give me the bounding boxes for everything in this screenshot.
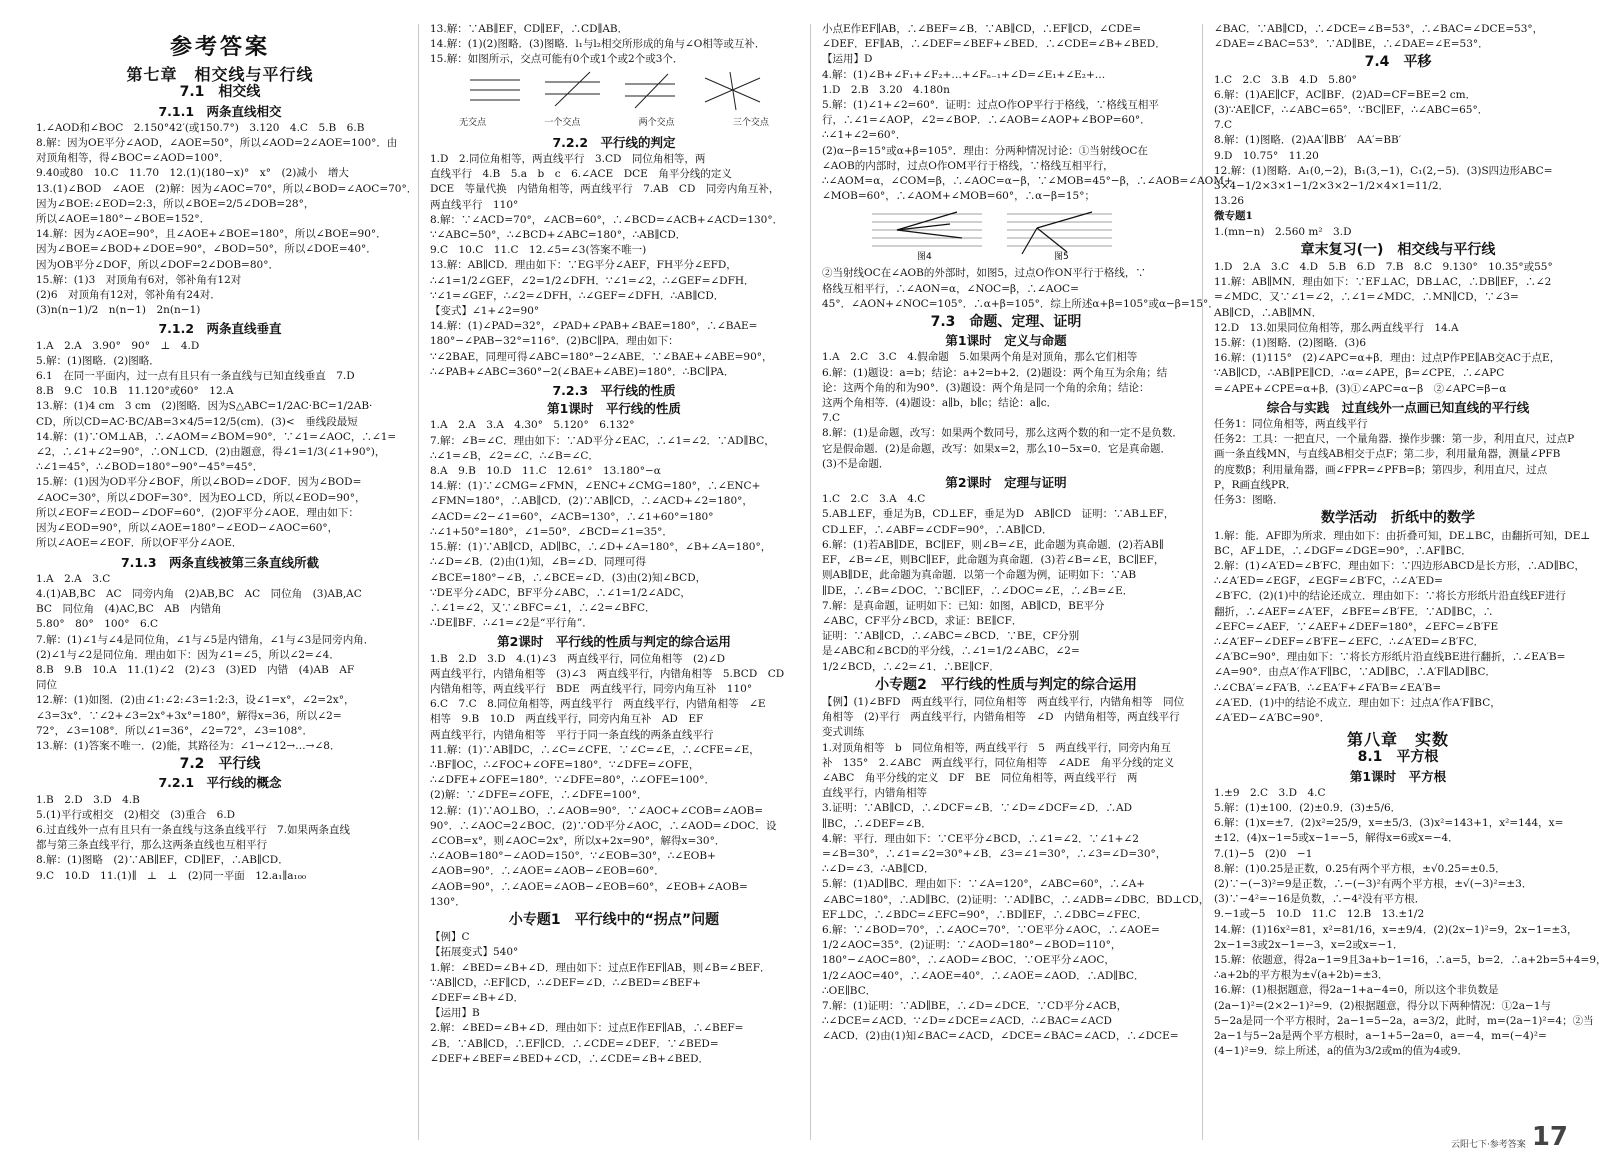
answer-list — [1214, 260, 1582, 397]
column-1 — [36, 22, 418, 1142]
lesson-heading: 第1课时 定义与命题 — [945, 333, 1067, 349]
answer-line: 8.解：(1)图略 (2)∵AB∥EF，CD∥EF，∴AB∥CD． — [36, 854, 289, 867]
answer-line: ∠2，∴∠1+∠2=90°，∴ON⊥CD．(2)由题意，得∠1=1/3(∠1+90°)， — [36, 446, 386, 459]
answer-line: 【运用】D — [822, 53, 873, 66]
chapter-heading: 第七章 相交线与平行线 — [126, 65, 314, 85]
answer-line: 5.解：(1)±100．(2)±0.9．(3)±5/6． — [1214, 801, 1402, 814]
answer-line: 1.对顶角相等 b 同位角相等，两直线平行 5 两直线平行，同旁内角互 — [822, 741, 1171, 754]
column-2 — [430, 22, 798, 1142]
answer-line: ∠EFC=∠AEF．∵∠AEF+∠DEF=180°，∠EFC=∠B′FE — [1214, 620, 1499, 633]
answer-line: (3)n(n−1)/2 n(n−1) 2n(n−1) — [36, 304, 201, 317]
answer-line: ∠AOC=30°，所以∠DOF=30°．因为EO⊥CD，所以∠EOD=90°， — [36, 491, 366, 504]
answer-line: (2)α−β=15°或α+β=105°．理由：分两种情况讨论：①当射线OC在 — [822, 144, 1148, 157]
answer-line: 7.解：∠B=∠C．理由如下：∵AD平分∠EAC，∴∠1=∠2．∵AD∥BC， — [430, 434, 775, 447]
answer-line: ∠ABC，CF平分∠BCD，求证：BE∥CF． — [822, 614, 1023, 627]
subsection-heading: 7.2.2 平行线的判定 — [552, 134, 676, 150]
answer-line: ∠DEF．EF∥AB，∴∠DEF=∠BEF+∠BED．∴∠CDE=∠B+∠BED． — [822, 38, 1166, 51]
answer-line: 8.A 9.B 10.D 11.C 12.61° 13.180°−α — [430, 465, 661, 478]
page-title: 参考答案 — [169, 35, 270, 60]
figure-caption: 一个交点 — [544, 117, 581, 128]
subsection-heading: 7.2.1 平行线的概念 — [158, 775, 282, 791]
answer-line: 都与第三条直线平行，那么这两条直线也互相平行 — [36, 839, 267, 852]
answer-list — [1214, 73, 1582, 210]
answer-line: 是∠ABC和∠BCD的平分线，∴∠1=1/2∠ABC，∠2= — [822, 645, 1080, 658]
answer-line: 1.解：能．AF即为所求．理由如下：由折叠可知，DE⊥BC，由翻折可知，DE⊥ — [1214, 529, 1591, 542]
answer-line: 14.解：(1)(2)图略．(3)图略．l₁与l₂相交所形成的角与∠O相等或互补． — [430, 38, 766, 51]
answer-line: ∴DE∥BF．∴∠1=∠2是“平行角”． — [430, 617, 593, 630]
answer-line: 5.AB⊥EF，垂足为B，CD⊥EF，垂足为D AB∥CD 证明：∵AB⊥EF， — [822, 508, 1175, 521]
answer-line: 则AB∥DE，此命题为真命题．以第一个命题为例，证明如下：∵AB — [822, 569, 1137, 582]
answer-line: ∴∠PAB+∠ABC=360°−2(∠BAE+∠ABE)=180°．∴BC∥PA． — [430, 365, 735, 378]
answer-line: 180°−∠AOC=80°，∴∠AOD=∠BOC．∵OE平分∠AOC， — [822, 954, 1115, 967]
answer-line: 变式训练 — [822, 726, 864, 739]
answer-line: 90°．∴∠AOC=2∠BOC．(2)∵OD平分∠AOC，∴∠AOD=∠DOC．设 — [430, 819, 777, 832]
answer-line: ∴∠1=∠B，∠2=∠C．∴∠B=∠C． — [430, 449, 599, 462]
answer-line: ∴a+2b的平方根为±√(a+2b)=±3． — [1214, 969, 1389, 982]
answer-line: 16.解：(1)根据题意，得2a−1+a−4=0，所以这个非负数是 — [1214, 984, 1499, 997]
answer-line: (2)∠1与∠2是同位角．理由如下：因为∠1=∠5，所以∠2=∠4． — [36, 648, 340, 661]
practice-heading: 综合与实践 过直线外一点画已知直线的平行线 — [1266, 399, 1530, 415]
answer-line: 行，∴∠1=∠AOP，∠2=∠BOP．∴∠AOB=∠AOP+∠BOP=60°． — [822, 114, 1151, 127]
answer-line: 4.解：平行．理由如下：∵CE平分∠BCD，∴∠1=∠2．∵∠1+∠2 — [822, 832, 1139, 845]
answer-line: ∠DAE=∠BAC=53°．∵AD∥BE，∴∠DAE=∠E=53°． — [1214, 38, 1489, 51]
answer-line: 15.解：(1)3 对顶角有6对，邻补角有12对 — [36, 273, 242, 286]
figure-captions — [430, 116, 798, 131]
answer-line: ∴∠DCE=∠ACD．∵∠D=∠DCE=∠ACD．∴∠BAC=∠ACD — [822, 1015, 1112, 1028]
answer-line: 1.A 2.A 3.C — [36, 572, 111, 585]
answer-line: ∴∠DFE+∠OFE=180°．∵∠DFE=80°，∴∠OFE=100°． — [430, 774, 715, 787]
answer-line: ②当射线OC在∠AOB的外部时，如图5，过点O作ON平行于格线，∵ — [822, 267, 1146, 280]
answer-line: BC 同位角 (4)AC,BC AB 内错角 — [36, 603, 222, 616]
answer-line: 8.解：∵∠ACD=70°，∠ACB=60°，∴∠BCD=∠ACB+∠ACD=130°． — [430, 213, 784, 226]
answer-line: (3)∵AE∥CF，∴∠ABC=65°．∵BC∥EF，∴∠ABC=65°． — [1214, 104, 1489, 117]
answer-line: 翻折，∴∠AEF=∠A′EF，∠BFE=∠B′FE．∵AD∥BC，∴ — [1214, 605, 1494, 618]
answer-line: 1.D 2.A 3.C 4.D 5.B 6.D 7.B 8.C 9.130° 10.35°或55° — [1214, 261, 1553, 274]
answer-line: 13.解：(1)答案不唯一．(2)能，其路径为：∠1→∠12→…→∠8． — [36, 739, 341, 752]
answer-line: 两直线平行，内错角相等 (3)∠3 两直线平行，内错角相等 5.BCD CD — [430, 667, 785, 680]
answer-line: 5.(1)平行或相交 (2)相交 (3)重合 6.D — [36, 808, 236, 821]
answer-line: 因为OB平分∠DOF，所以∠DOF=2∠DOB=80°． — [36, 258, 279, 271]
answer-line: 【例】(1)∠BFD 两直线平行，同位角相等 两直线平行，内错角相等 同位 — [822, 695, 1185, 708]
answer-line: ∠A′ED．(1)中的结论不成立．理由如下：过点A′作A′F∥BC， — [1214, 696, 1501, 709]
subsection-heading: 7.1.1 两条直线相交 — [158, 103, 282, 119]
answer-line: AB∥CD，∴AB∥MN． — [1214, 306, 1323, 319]
answer-line: 13.解：∵AB∥EF，CD∥EF，∴CD∥AB． — [430, 23, 629, 35]
figure-label: 图5 — [1054, 252, 1069, 263]
answer-line: ∴∠A′EF−∠DEF=∠B′FE−∠EFC．∴∠A′ED=∠B′FC． — [1214, 635, 1485, 648]
special-topic-heading: 小专题1 平行线中的“拐点”问题 — [508, 911, 720, 928]
answer-line: 任务2：工具：一把直尺，一个量角器．操作步骤：第一步，利用直尺，过点P — [1214, 433, 1575, 446]
answer-line: ∵∠2BAE，同理可得∠ABC=180°−2∠ABE．∵∠BAE+∠ABE=90°， — [430, 350, 773, 363]
section-heading: 7.2 平行线 — [179, 756, 261, 773]
answer-line: ∠BAC．∵AB∥CD，∴∠DCE=∠B=53°，∴∠BAC=∠DCE=53°， — [1214, 23, 1544, 35]
answer-line: EF，∠B=∠E，则BC∥EF，此命题为真命题．(3)若∠B=∠E，BC∥EF， — [822, 554, 1165, 567]
answer-line: 14.解：(1)∵∠CMG=∠FMN，∠ENC+∠CMG=180°，∴∠ENC+ — [430, 480, 761, 493]
answer-line: 1/2∠AOC=35°．(2)证明：∵∠AOD=180°−∠BOD=110°， — [822, 939, 1122, 952]
answer-line: 6.解：∵∠BOD=70°，∴∠AOC=70°．∵OE平分∠AOC，∴∠AOE= — [822, 923, 1160, 936]
answer-line: ∠ABC=180°，∴AD∥BC．(2)证明：∵AD∥BC，∴∠ADB=∠DBC．BD⊥CD， — [822, 893, 1210, 906]
answer-list — [430, 418, 798, 631]
answer-line: 9.−1或−5 10.D 11.C 12.B 13.±1/2 — [1214, 908, 1425, 921]
answer-list — [1214, 786, 1607, 1060]
answer-line: (3)不是命题． — [822, 457, 890, 470]
answer-line: 8.B 9.B 10.A 11.(1)∠2 (2)∠3 (3)ED 内错 (4)AB AF — [36, 663, 355, 676]
answer-line: ∥BC，∴∠DEF=∠B． — [822, 817, 932, 830]
answer-line: 13.解：(1)4 cm 3 cm (2)图略．因为S△ABC=1/2AC·BC=1/2AB· — [36, 400, 373, 413]
answer-line: ∠ACD．(2)由(1)知∠BAC=∠ACD，∠DCE=∠BAC=∠ACD，∴∠DCE= — [822, 1030, 1179, 1043]
answer-line: 180°−∠PAB−32°=116°．(2)BC∥PA．理由如下： — [430, 335, 679, 348]
answer-line: ∠COB=x°，则∠AOC=2x°，所以x+2x=90°，解得x=30°． — [430, 834, 726, 847]
answer-line: 内错角相等，两直线平行 BDE 两直线平行，同旁内角互补 110° — [430, 682, 753, 695]
answer-line: 补 135° 2.∠ABC 两直线平行，同位角相等 ∠ADE 角平分线的定义 — [822, 756, 1175, 769]
answer-line: 【例】C — [430, 931, 470, 944]
answer-line: ∴BF∥OC，∴∠FOC+∠OFE=180°．∵∠DFE=∠OFE， — [430, 758, 700, 771]
answer-line: 11.解：(1)∵AB∥DC，∴∠C=∠CFE．∵∠C=∠E，∴∠CFE=∠E， — [430, 743, 760, 756]
answer-list — [1214, 225, 1582, 240]
answer-line: 7.(1)−5 (2)0 −1 — [1214, 847, 1313, 860]
answer-list — [36, 572, 404, 754]
lesson-heading: 第2课时 定理与证明 — [945, 475, 1067, 491]
answer-line: ∴∠AOB=180°−∠AOD=150°．∵∠EOB=30°，∴∠EOB+ — [430, 850, 716, 863]
column-divider — [418, 24, 419, 1140]
section-heading: 7.4 平移 — [1364, 54, 1432, 71]
answer-line: ∴∠CBA′=∠FA′B．∴∠EA′F+∠FA′B=∠EA′B= — [1214, 681, 1442, 694]
figure-caption: 三个交点 — [732, 117, 769, 128]
answer-line: 3.证明：∵AB∥CD，∴∠DCF=∠B．∵∠D=∠DCF=∠D．∴AD — [822, 802, 1133, 815]
answer-line: 7.解：(1)∠1与∠4是同位角，∠1与∠5是内错角，∠1与∠3是同旁内角． — [36, 633, 375, 646]
answer-line: 4.(1)AB,BC AC 同旁内角 (2)AB,BC AC 同位角 (3)AB,AC — [36, 587, 362, 600]
answer-list — [822, 492, 1190, 674]
answer-line: 1.D 2.B 3.20 4.180n — [822, 83, 950, 96]
answer-line: 任务3：图略． — [1214, 494, 1284, 507]
answer-line: ∴∠1+50°=180°，∠1=50°．∠BCD=∠1=35°． — [430, 525, 673, 538]
answer-line: ∵∠ABC=50°，∴∠BCD+∠ABC=180°，∴AB∥CD． — [430, 229, 687, 242]
answer-list — [36, 793, 404, 884]
answer-line: 【拓展变式】540° — [430, 946, 519, 959]
answer-line: 6.过直线外一点有且只有一条直线与这条直线平行 7.如果两条直线 — [36, 823, 351, 836]
subsection-heading: 7.2.3 平行线的性质 — [552, 383, 676, 399]
answer-line: 的度数β；利用量角器，画∠FPR=∠PFB=β；第四步，利用直尺，过点 — [1214, 463, 1548, 476]
lesson-heading: 第1课时 平行线的性质 — [547, 401, 681, 417]
subsection-heading: 7.1.3 两条直线被第三条直线所截 — [120, 554, 320, 570]
answer-line: 直线平行 4.B 5.a b c 6.∠ACE DCE 角平分线的定义 — [430, 168, 732, 181]
answer-list — [1214, 529, 1591, 727]
answer-line: =∠MDC．又∵∠1=∠2，∴∠1=∠MDC．∴MN∥CD，∵∠3= — [1214, 291, 1519, 304]
answer-line: 两直线平行 110° — [430, 198, 519, 211]
answer-line: 因为∠BOE:∠EOD=2:3，所以∠BOE=2/5∠DOB=28°， — [36, 197, 315, 210]
answer-line: ∠A′ED−∠A′BC=90°． — [1214, 711, 1331, 724]
answer-line: 8.解：(1)是命题，改写：如果两个数同号，那么这两个数的和一定不是负数． — [822, 427, 1183, 440]
answer-line: EF⊥DC，∴∠BDC=∠EFC=90°，∴BD∥EF，∴∠DBC=∠FEC． — [822, 908, 1148, 921]
answer-line: 12.解：(1)如图．(2)由∠1:∠2:∠3=1:2:3，设∠1=x°，∠2=2x°， — [36, 694, 355, 707]
answer-line: 1.B 2.D 3.D 4.B — [36, 793, 140, 806]
answer-line: 15.解：(1)∵AB∥CD，AD∥BC，∴∠D+∠A=180°，∠B+∠A=180°， — [430, 541, 772, 554]
answer-line: ∠A=90°．由点A′作A′F∥BC，∵AD∥BC，∴A′F∥AD∥BC． — [1214, 666, 1496, 679]
answer-line: 1.±9 2.C 3.D 4.C — [1214, 786, 1326, 799]
answer-line: 13.26 — [1214, 195, 1245, 208]
answer-line: ∠ACD=∠2−∠1=60°，∠ACB=130°，∴∠1+60°=180° — [430, 510, 714, 523]
footer-text: 云阳七下·参考答案 — [1450, 1140, 1526, 1150]
answer-line: ∠B′FC．(2)(1)中的结论还成立．理由如下：∵将长方形纸片沿直线EF进行 — [1214, 590, 1566, 603]
answer-line: ∴∠1=45°，∴∠BOD=180°−90°−45°=45°． — [36, 461, 264, 474]
answer-line: 8.解：(1)0.25是正数，0.25有两个平方根，±√0.25=±0.5． — [1214, 862, 1506, 875]
answer-list — [430, 152, 798, 380]
answer-line: 【运用】B — [430, 1007, 480, 1020]
answer-line: 11.解：AB∥MN．理由如下：∵EF⊥AC，DB⊥AC，∴DB∥EF，∴∠2 — [1214, 276, 1552, 289]
subsection-heading: 7.1.2 两条直线垂直 — [158, 321, 282, 337]
section-heading: 7.3 命题、定理、证明 — [930, 314, 1082, 331]
answer-list — [430, 22, 798, 68]
page-number: 17 — [1531, 1122, 1568, 1152]
answer-line: 所以∠EOF=∠EOD−∠DOF=60°．(2)OF平分∠AOE．理由如下： — [36, 506, 359, 519]
answer-line: 同位 — [36, 679, 57, 692]
figure-label: 图4 — [917, 252, 932, 263]
answer-line: 12.解：(1)∵AO⊥BO，∴∠AOB=90°．∵∠AOC+∠COB=∠AOB= — [430, 804, 764, 817]
page-footer — [1451, 1124, 1568, 1150]
answer-line: 14.解：因为∠AOE=90°，且∠AOE+∠BOE=180°，所以∠BOE=90°． — [36, 228, 387, 241]
lesson-heading: 第2课时 平行线的性质与判定的综合运用 — [497, 634, 731, 650]
answer-line: ∴∠A′ED=∠EGF，∠EGF=∠B′FC，∴∠A′ED= — [1214, 575, 1443, 588]
answer-line: 12.D 13.如果同位角相等，那么两直线平行 14.A — [1214, 321, 1459, 334]
answer-list — [36, 121, 418, 319]
answer-line: 两直线平行，内错角相等 平行于同一条直线的两条直线平行 — [430, 728, 714, 741]
answer-line: 这两个角相等．(4)题设：a∥b，b∥c；结论：a∥c． — [822, 397, 1058, 410]
answer-line: ∠AOB=90°．∴∠AOE=∠AOB−∠EOB=60°． — [430, 865, 665, 878]
answer-line: 6.解：(1)题设：a=b；结论：a+2=b+2．(2)题设：两个角互为余角；结 — [822, 366, 1168, 379]
answer-line: 角相等 (2)平行 两直线平行，内错角相等 ∠D 内错角相等，两直线平行 — [822, 711, 1180, 724]
answer-line: ∥DE，∴∠B=∠DOC．∵BC∥EF，∴∠DOC=∠E，∴∠B=∠E． — [822, 584, 1134, 597]
answer-line: (4−1)²=9．综上所述，a的值为3/2或m的值为4或9． — [1214, 1045, 1469, 1058]
answer-line: 12.解：(1)图略．A₁(0,−2)，B₁(3,−1)，C₁(2,−5)．(3)S四边形ABC= — [1214, 164, 1553, 177]
chapter-heading: 第八章 实数 — [1346, 730, 1449, 750]
answer-line: 1.B 2.D 3.D 4.(1)∠3 两直线平行，同位角相等 (2)∠D — [430, 652, 726, 665]
answer-line: 3×4−1/2×3×1−1/2×3×2−1/2×4×1=11/2． — [1214, 180, 1449, 193]
answer-line: 5.解：(1)图略．(2)图略． — [36, 354, 160, 367]
answer-line: 1.C 2.C 3.A 4.C — [822, 493, 926, 506]
answer-line: DCE 等量代换 内错角相等，两直线平行 7.AB CD 同旁内角互补， — [430, 183, 780, 196]
answer-line: 5.80° 80° 100° 6.C — [36, 618, 159, 631]
section-heading: 7.1 相交线 — [179, 84, 261, 101]
answer-line: 【变式】∠1+∠2=90° — [430, 305, 540, 318]
answer-line: ∵AB∥CD，∴AB∥PE∥CD．∴α=∠APE，β=∠CPE．∴∠APC — [1214, 367, 1505, 380]
answer-line: 2a−1与5−2a是两个平方根时，a−1+5−2a=0，a=−4，m=(−4)²= — [1214, 1030, 1547, 1042]
column-divider — [810, 24, 811, 1140]
intersection-figures — [430, 72, 798, 112]
answer-list — [1214, 417, 1582, 508]
answer-line: ∠FMN=180°，∴AB∥CD．(2)∵AB∥CD，∴∠ACD+∠2=180°， — [430, 495, 753, 508]
answer-line: 4.解：(1)∠B+∠F₁+∠F₂+…+∠Fₙ₋₁+∠D=∠E₁+∠E₂+… — [822, 68, 1106, 81]
answer-line: 6.C 7.C 8.同位角相等，两直线平行 两直线平行，内错角相等 ∠E — [430, 698, 766, 711]
answer-line: 2.解：(1)∠A′ED=∠B′FC．理由如下：∵四边形ABCD是长方形，∴AD∥BC， — [1214, 559, 1585, 572]
answer-line: ∠3=3x°．∵∠2+∠3=2x°+3x°=180°，解得x=36，所以∠2= — [36, 709, 342, 722]
answer-line: ∴∠1+∠2=60°． — [822, 129, 907, 142]
review-heading: 章末复习(一) 相交线与平行线 — [1300, 241, 1496, 258]
answer-line: 13.解：AB∥CD．理由如下：∵EG平分∠AEF，FH平分∠EFD， — [430, 259, 737, 272]
answer-list — [822, 266, 1219, 312]
answer-line: 16.解：(1)115° (2)∠APC=α+β．理由：过点P作PE∥AB交AC于点E， — [1214, 352, 1561, 365]
answer-line: ∠A′BC=90°．理由如下：∵将长方形纸片沿直线BE进行翻折，∴∠EA′B= — [1214, 651, 1566, 664]
answer-line: CD，所以CD=AC·BC/AB=3×4/5=12/5(cm)．(3)< 垂线段最短 — [36, 415, 358, 428]
answer-line: ∠BCE=180°−∠B，∴∠BCE=∠D．(3)由(2)知∠BCD， — [430, 571, 707, 584]
answer-line: ±12．(4)x−1=5或x−1=−5，解得x=6或x=−4． — [1214, 832, 1459, 845]
grid-figures — [822, 208, 1190, 262]
answer-line: ∠DEF=∠B+∠D． — [430, 991, 524, 1004]
answer-line: 6.解：(1)AE∥CF，AC∥BF．(2)AD=CF=BE=2 cm． — [1214, 88, 1477, 101]
answer-list — [430, 930, 798, 1067]
figure-caption: 无交点 — [459, 117, 487, 128]
answer-line: (2)解：∵∠DFE=∠OFE，∴∠DFE=100°． — [430, 789, 648, 802]
answer-line: 证明：∵AB∥CD，∴∠ABC=∠BCD．∵BE，CF分别 — [822, 630, 1080, 643]
answer-line: 9.C 10.D 11.(1)∥ ⊥ ⊥ (2)同一平面 12.a₁∥a₁₀₀ — [36, 869, 307, 882]
column-4 — [1214, 22, 1607, 1142]
answer-line: ∴∠D=∠B．(2)由(1)知，∠B=∠D．同理可得 — [430, 556, 646, 569]
answer-line: 8.解：(1)图略．(2)AA′∥BB′ AA′=BB′ — [1214, 134, 1402, 147]
answer-line: 7.C — [822, 412, 841, 425]
answer-line: 2x−1=3或2x−1=−3，x=2或x=−1． — [1214, 938, 1404, 951]
answer-line: 对顶角相等，得∠BOC=∠AOD=100°． — [36, 152, 230, 165]
answer-line: 9.D 10.75° 11.20 — [1214, 149, 1319, 162]
figure-caption: 两个交点 — [638, 117, 675, 128]
answer-line: 15.解：如图所示，交点可能有0个或1个或2个或3个． — [430, 53, 684, 66]
answer-line: 9.40或80 10.C 11.70 12.(1)(180−x)° x° (2)减小 增大 — [36, 167, 349, 180]
answer-line: ∠ABC 角平分线的定义 DF BE 同位角相等，两直线平行 两 — [822, 771, 1138, 784]
column-divider — [1202, 24, 1203, 1140]
answer-line: 1.A 2.C 3.C 4.假命题 5.如果两个角是对顶角，那么它们相等 — [822, 351, 1138, 364]
answer-line: 8.解：因为OE平分∠AOD，∠AOE=50°，所以∠AOD=2∠AOE=100°．由 — [36, 137, 398, 150]
answer-line: 2.解：∠BED=∠B+∠D．理由如下：过点E作EF∥AB，∴∠BEF= — [430, 1022, 744, 1035]
answer-line: 它是假命题．(2)是命题，改写：如果x=2，那么10−5x=0．它是真命题． — [822, 442, 1172, 455]
answer-line: 因为∠BOE=∠BOD+∠DOE=90°，∠BOD=50°，所以∠DOE=40°． — [36, 243, 377, 256]
answer-line: 7.C — [1214, 119, 1233, 132]
special-topic-heading: 小专题2 平行线的性质与判定的综合运用 — [875, 676, 1137, 693]
answer-line: 小点E作EF∥AB，∴∠BEF=∠B．∵AB∥CD，∴EF∥CD，∠CDE= — [822, 23, 1142, 35]
answer-line: ∴∠1=∠2，又∵∠BFC=∠1，∴∠2=∠BFC． — [430, 601, 656, 614]
answer-line: 6.解：(1)x=±7．(2)x²=25/9，x=±5/3．(3)x²=143+1，x²=144，x= — [1214, 817, 1564, 830]
answer-line: 7.解：是真命题，证明如下：已知：如图，AB∥CD，BE平分 — [822, 599, 1105, 612]
answer-line: 15.解：(1)图略．(2)图略．(3)6 — [1214, 337, 1366, 350]
answer-line: 论：这两个角的和为90°．(3)题设：两个角是同一个角的余角；结论： — [822, 381, 1150, 394]
answer-line: ∴∠AOM=α，∠COM=β，∴∠AOC=α−β，∵∠MOB=45°−β，∴∠AOB=∠AOM+ — [822, 175, 1233, 188]
answer-line: ∴∠D=∠3．∴AB∥CD． — [822, 863, 935, 876]
answer-line: =∠B=30°，∴∠1=∠2=30°+∠B．∠3=∠1=30°，∴∠3=∠D=30°， — [822, 847, 1167, 860]
answer-line: 9.C 10.C 11.C 12.∠5=∠3(答案不唯一) — [430, 244, 647, 257]
answer-line: 14.解：(1)16x²=81，x²=81/16，x=±9/4．(2)(2x−1)²=9，2x−1=±3， — [1214, 923, 1578, 936]
answer-line: ∵∠1=∠GEF，∴∠2=∠DFH，∴∠GEF=∠DFH．∴AB∥CD． — [430, 289, 725, 302]
answer-line: ∠B．∵AB∥CD，∴EF∥CD．∴∠CDE=∠DEF．∵∠BED= — [430, 1037, 719, 1050]
answer-line: ∵DE平分∠ADC，BF平分∠ABC，∴∠1=1/2∠ADC， — [430, 586, 691, 599]
answer-line: 因为∠EOD=90°，所以∠AOE=180°−∠EOD−∠AOC=60°， — [36, 522, 339, 535]
answer-line: 1/2∠BCD，∴∠2=∠1．∴BE∥CF． — [822, 660, 1000, 673]
answer-line: 5.解：(1)AD∥BC．理由如下：∵∠A=120°，∠ABC=60°，∴∠A+ — [822, 878, 1146, 891]
activity-heading: 数学活动 折纸中的数学 — [1321, 510, 1475, 527]
answer-list — [822, 350, 1190, 472]
answer-line: 1.解：∠BED=∠B+∠D．理由如下：过点E作EF∥AB，则∠B=∠BEF． — [430, 961, 771, 974]
section-heading: 8.1 平方根 — [1357, 749, 1439, 766]
answer-line: 1.C 2.C 3.B 4.D 5.80° — [1214, 73, 1357, 86]
answer-line: ∴∠1=1/2∠GEF，∠2=1/2∠DFH．∵∠1=∠2，∴∠GEF=∠DFH． — [430, 274, 755, 287]
answer-line: 15.解：(1)因为OD平分∠BOF，所以∠BOD=∠DOF．因为∠BOD= — [36, 476, 362, 489]
answer-line: 1.A 2.A 3.A 4.30° 5.120° 6.132° — [430, 419, 635, 432]
answer-line: 相等 9.B 10.D 两直线平行，同旁内角互补 AD EF — [430, 713, 704, 726]
answer-line: 格线互相平行，∴∠AON=α，∠NOC=β，∴∠AOC= — [822, 282, 1079, 295]
answer-line: 直线平行，内错角相等 — [822, 787, 927, 800]
answer-line: 15.解：依题意，得2a−1=9且3a+b−1=16，∴a=5，b=2．∴a+2b=5+4=9， — [1214, 953, 1607, 966]
answer-line: 14.解：(1)∵OM⊥AB，∴∠AOM=∠BOM=90°．∵∠1=∠AOC，∴∠1= — [36, 430, 397, 443]
answer-line: 14.解：(1)∠PAD=32°，∠PAD+∠PAB+∠BAE=180°，∴∠BAE= — [430, 320, 758, 333]
answer-line: 1/2∠AOC=40°，∴∠AOE=40°．∴∠AOE=∠AOD．∴AD∥BC． — [822, 969, 1145, 982]
answer-line: 1.A 2.A 3.90° 90° ⊥ 4.D — [36, 339, 200, 352]
answer-line: 画一条直线MN，与直线AB相交于点F；第二步，利用量角器，测量∠PFB — [1214, 448, 1561, 461]
answer-line: 1.∠AOD和∠BOC 2.150°42′(或150.7°) 3.120 4.C 5.B 6.B — [36, 121, 365, 134]
answer-line: ∠DEF+∠BEF=∠BED+∠CD，∴∠CDE=∠B+∠BED． — [430, 1052, 709, 1065]
answer-line: BC，AF⊥DE，∴∠DGF=∠DGE=90°，∴AF∥BC． — [1214, 544, 1472, 557]
answer-line: 45°．∠AON+∠NOC=105°．∴α+β=105°．综上所述α+β=105°或α−β=15°． — [822, 297, 1219, 310]
answer-line: (2a−1)²=(2×2−1)²=9．(2)根据题意，得分以下两种情况：①2a−1与 — [1214, 999, 1551, 1012]
answer-list — [36, 339, 404, 552]
answer-list — [1214, 22, 1582, 52]
answer-line: 130°． — [430, 895, 466, 908]
answer-line: ∠AOB的内部时，过点O作OM平行于格线，∵格线互相平行， — [822, 159, 1114, 172]
answer-line: 72°，∠3=108°．所以∠1=36°，∠2=72°，∠3=108°． — [36, 724, 314, 737]
answer-line: 13.(1)∠BOD ∠AOE (2)解：因为∠AOC=70°，所以∠BOD=∠AOC=70°． — [36, 182, 418, 195]
answer-list — [822, 695, 1210, 1045]
answer-line: P，R画直线PR． — [1214, 478, 1297, 491]
answer-line: (3)∵−4²=−16是负数，∴−4²没有平方根． — [1214, 893, 1426, 906]
answer-line: 5.解：(1)∠1+∠2=60°．证明：过点O作OP平行于格线，∵格线互相平 — [822, 99, 1159, 112]
answer-line: 6.1 在同一平面内，过一点有且只有一条直线与已知直线垂直 7.D — [36, 370, 355, 383]
answer-line: 7.解：(1)证明：∵AD∥BE，∴∠D=∠DCE．∵CD平分∠ACB， — [822, 999, 1128, 1012]
answer-line: ∵AB∥CD，∴EF∥CD，∴∠DEF=∠D．∴∠BED=∠BEF+ — [430, 976, 701, 989]
lesson-heading: 第1课时 平方根 — [1349, 768, 1447, 784]
answer-line: ∠MOB=60°，∴∠AOM+∠MOB=60°，∴α−β=15°； — [822, 190, 1095, 203]
answer-line: 所以∠AOE=∠EOF．所以OF平分∠AOE． — [36, 537, 243, 550]
answer-line: 1.(mn−n) 2.560 m² 3.D — [1214, 225, 1352, 238]
answer-line: =∠APE+∠CPE=α+β．(3)①∠APC=α−β ②∠APC=β−α — [1214, 382, 1507, 395]
answer-line: CD⊥EF，∴∠ABF=∠CDF=90°，∴AB∥CD． — [822, 523, 1053, 536]
micro-topic-heading: 微专题1 — [1214, 210, 1253, 223]
answer-line: ∴OE∥BC． — [822, 984, 877, 997]
answer-line: (2)∵−(−3)²=9是正数，∴−(−3)²有两个平方根，±√(−3)²=±3． — [1214, 877, 1533, 890]
answer-line: (2)6 对顶角有12对，邻补角有24对． — [36, 289, 221, 302]
answer-line: 6.解：(1)若AB∥DE，BC∥EF，则∠B=∠E，此命题为真命题．(2)若AB∥ — [822, 538, 1164, 551]
answer-line: 所以∠AOE=180°−∠BOE=152°． — [36, 213, 211, 226]
answer-list — [430, 652, 798, 910]
answer-line: ∠AOB=90°，∴∠AOE=∠AOB−∠EOB=60°，∠EOB+∠AOB= — [430, 880, 748, 893]
answer-line: 1.D 2.同位角相等，两直线平行 3.CD 同位角相等，两 — [430, 153, 706, 166]
answer-line: 任务1：同位角相等，两直线平行 — [1214, 418, 1368, 431]
answer-line: 5−2a是同一个平方根时，2a−1=5−2a，a=3/2，此时，m=(2a−1)²=4；②当 — [1214, 1014, 1594, 1027]
answer-line: 8.B 9.C 10.B 11.120°或60° 12.A — [36, 385, 234, 398]
